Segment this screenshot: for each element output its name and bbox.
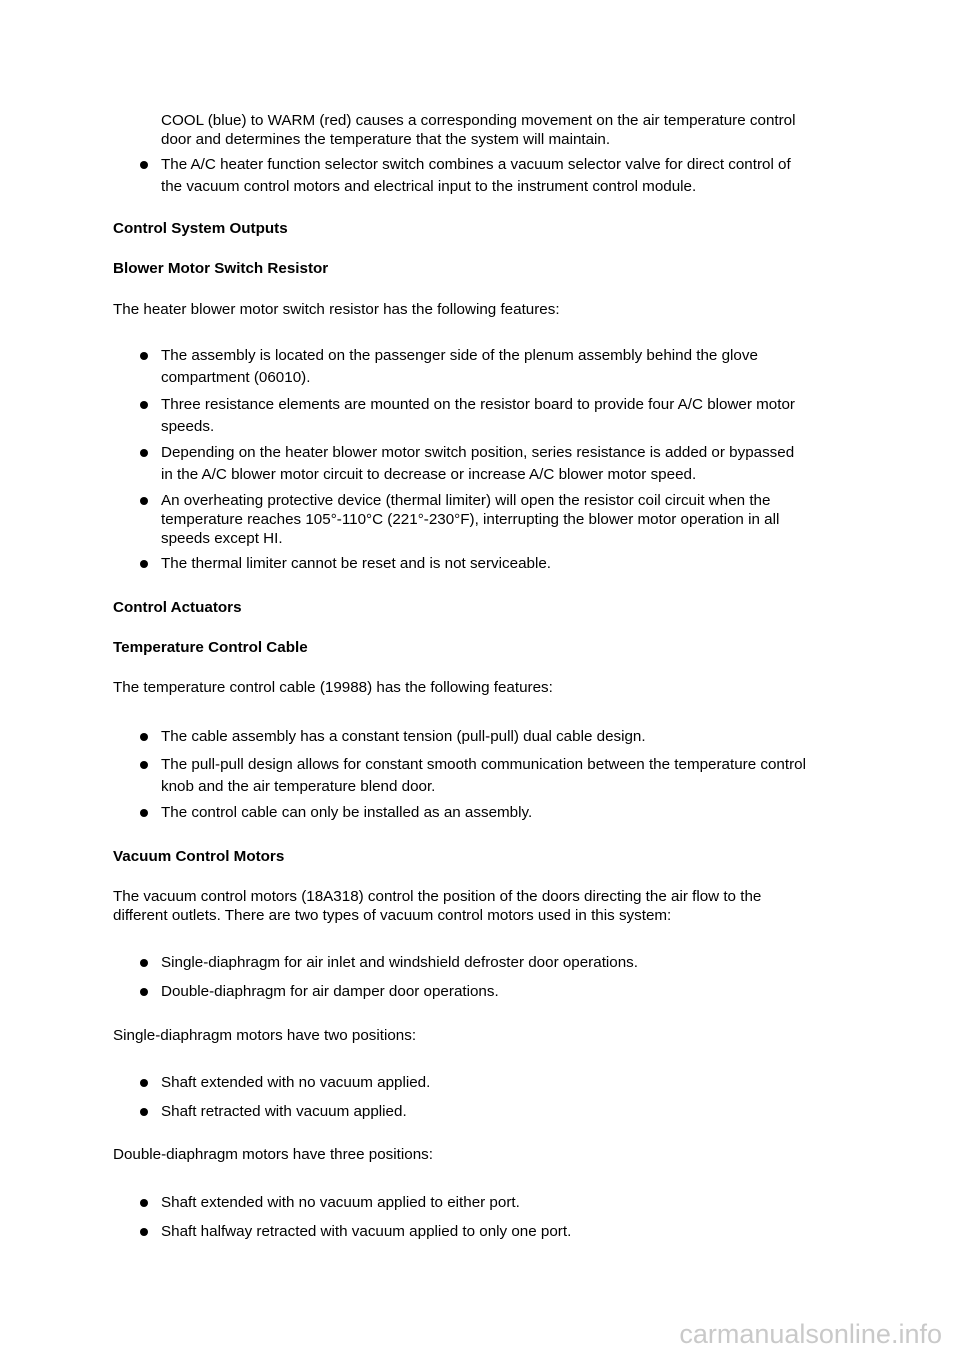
list-item-text: The A/C heater function selector switch combines a vacuum selector valve for direct control of bbox=[161, 156, 791, 173]
bullet-icon bbox=[140, 1199, 148, 1207]
list-item-text: in the A/C blower motor circuit to decrease or increase A/C blower motor speed. bbox=[161, 466, 697, 483]
list-item-text: An overheating protective device (thermal limiter) will open the resistor coil circuit when the bbox=[161, 492, 771, 509]
list-item-text: the vacuum control motors and electrical input to the instrument control module. bbox=[161, 178, 697, 195]
paragraph: Single-diaphragm motors have two positions: bbox=[113, 1027, 417, 1044]
bullet-icon bbox=[140, 809, 148, 817]
bullet-icon bbox=[140, 733, 148, 741]
bullet-icon bbox=[140, 560, 148, 568]
list-item-text: The control cable can only be installed as an assembly. bbox=[161, 804, 533, 821]
bullet-icon bbox=[140, 449, 148, 457]
list-item-text: Double-diaphragm for air damper door operations. bbox=[161, 983, 499, 1000]
list-item-text: Shaft extended with no vacuum applied. bbox=[161, 1074, 431, 1091]
list-item-text: Depending on the heater blower motor switch position, series resistance is added or bypassed bbox=[161, 444, 795, 461]
paragraph: The heater blower motor switch resistor has the following features: bbox=[113, 301, 560, 318]
list-item-text: speeds. bbox=[161, 418, 215, 435]
subsection-heading: Vacuum Control Motors bbox=[113, 848, 285, 865]
list-item-text: speeds except HI. bbox=[161, 530, 283, 547]
bullet-icon bbox=[140, 761, 148, 769]
list-item-text: knob and the air temperature blend door. bbox=[161, 778, 436, 795]
paragraph bbox=[113, 887, 761, 925]
subsection-heading: Temperature Control Cable bbox=[113, 639, 308, 656]
bullet-icon bbox=[140, 352, 148, 360]
bullet-icon bbox=[140, 1228, 148, 1236]
list-item-text: Shaft retracted with vacuum applied. bbox=[161, 1103, 407, 1120]
subsection-heading: Blower Motor Switch Resistor bbox=[113, 260, 329, 277]
bullet-icon bbox=[140, 1079, 148, 1087]
section-heading: Control Actuators bbox=[113, 599, 242, 616]
bullet-icon bbox=[140, 161, 148, 169]
paragraph-line: The vacuum control motors (18A318) control the position of the doors directing the air flow to the bbox=[113, 888, 762, 905]
intro-line: door and determines the temperature that the system will maintain. bbox=[161, 131, 611, 148]
list-item-text: Single-diaphragm for air inlet and windshield defroster door operations. bbox=[161, 954, 638, 971]
list-item-text: The assembly is located on the passenger side of the plenum assembly behind the glove bbox=[161, 347, 758, 364]
bullet-icon bbox=[140, 1108, 148, 1116]
paragraph-line: different outlets. There are two types of vacuum control motors used in this system: bbox=[113, 907, 672, 924]
bullet-icon bbox=[140, 401, 148, 409]
bullet-icon bbox=[140, 959, 148, 967]
watermark: carmanualsonline.info bbox=[679, 1319, 942, 1349]
list-item-text: The pull-pull design allows for constant smooth communication between the temperature control bbox=[161, 756, 806, 773]
list-item-text: Shaft halfway retracted with vacuum applied to only one port. bbox=[161, 1223, 572, 1240]
bullet-icon bbox=[140, 988, 148, 996]
list-item-text: Three resistance elements are mounted on the resistor board to provide four A/C blower motor bbox=[161, 396, 795, 413]
list-item-text: The cable assembly has a constant tension (pull-pull) dual cable design. bbox=[161, 728, 646, 745]
list-item-text: The thermal limiter cannot be reset and is not serviceable. bbox=[161, 555, 552, 572]
intro-line: COOL (blue) to WARM (red) causes a corresponding movement on the air temperature control bbox=[161, 112, 796, 129]
list-item-text: compartment (06010). bbox=[161, 369, 311, 386]
intro-continuation bbox=[161, 111, 796, 149]
list-item-text: Shaft extended with no vacuum applied to either port. bbox=[161, 1194, 520, 1211]
list-item-text: temperature reaches 105°-110°C (221°-230°F), interrupting the blower motor operation in all bbox=[161, 511, 780, 528]
bullet-icon bbox=[140, 497, 148, 505]
paragraph: Double-diaphragm motors have three positions: bbox=[113, 1146, 433, 1163]
paragraph: The temperature control cable (19988) has the following features: bbox=[113, 679, 553, 696]
section-heading: Control System Outputs bbox=[113, 220, 288, 237]
